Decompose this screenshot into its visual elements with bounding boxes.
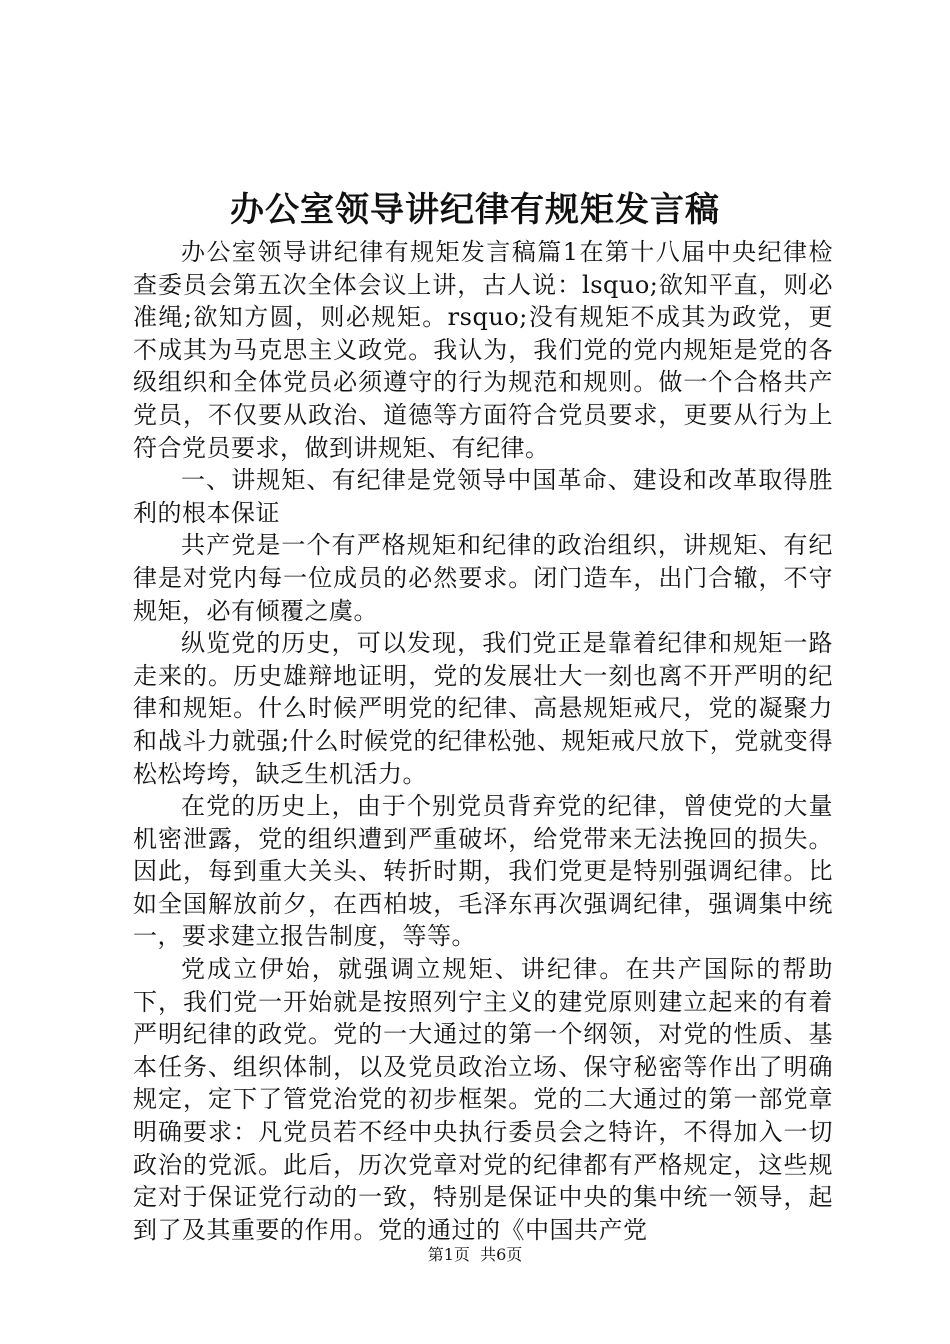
document-body [133,236,833,1246]
page-number: 第1页 共6页 [427,1245,523,1264]
paragraph-history: 纵览党的历史，可以发现，我们党正是靠着纪律和规矩一路走来的。历史雄辩地证明，党的发展壮大一刻也离不开严明的纪律和规矩。什么时候严明党的纪律、高悬规矩戒尺，党的凝聚力和战斗力就强;什么时候党的纪律松弛、规矩戒尺放下，党就变得松松垮垮，缺乏生机活力。 [133,629,833,788]
paragraph-lessons: 在党的历史上，由于个别党员背弃党的纪律，曾使党的大量机密泄露，党的组织遭到严重破坏，给党带来无法挽回的损失。因此，每到重大关头、转折时期，我们党更是特别强调纪律。比如全国解放前夕，在西柏坡，毛泽东再次强调纪律，强调集中统一，要求建立报告制度，等等。 [133,792,833,951]
paragraph-intro: 办公室领导讲纪律有规矩发言稿篇1在第十八届中央纪律检查委员会第五次全体会议上讲，古人说：lsquo;欲知平直，则必准绳;欲知方圆，则必规矩。rsquo;没有规矩不成其为政党，更不成其为马克思主义政党。我认为，我们党的党内规矩是党的各级组织和全体党员必须遵守的行为规范和规则。做一个合格共产党员，不仅要从政治、道德等方面符合党员要求，更要从行为上符合党员要求，做到讲规矩、有纪律。 [133,238,833,462]
document-title: 办公室领导讲纪律有规矩发言稿 [230,190,720,230]
section-heading-1: 一、讲规矩、有纪律是党领导中国革命、建设和改革取得胜利的根本保证 [133,466,833,527]
paragraph-discipline: 共产党是一个有严格规矩和纪律的政治组织，讲规矩、有纪律是对党内每一位成员的必然要求。闭门造车，出门合辙，不守规矩，必有倾覆之虞。 [133,531,833,625]
paragraph-founding: 党成立伊始，就强调立规矩、讲纪律。在共产国际的帮助下，我们党一开始就是按照列宁主义的建党原则建立起来的有着严明纪律的政党。党的一大通过的第一个纲领，对党的性质、基本任务、组织体制，以及党员政治立场、保守秘密等作出了明确规定，定下了管党治党的初步框架。党的二大通过的第一部党章明确要求：凡党员若不经中央执行委员会之特许，不得加入一切政治的党派。此后，历次党章对党的纪律都有严格规定，这些规定对于保证党行动的一致，特别是保证中央的集中统一领导，起到了及其重要的作用。党的通过的《中国共产党 [133,955,833,1244]
